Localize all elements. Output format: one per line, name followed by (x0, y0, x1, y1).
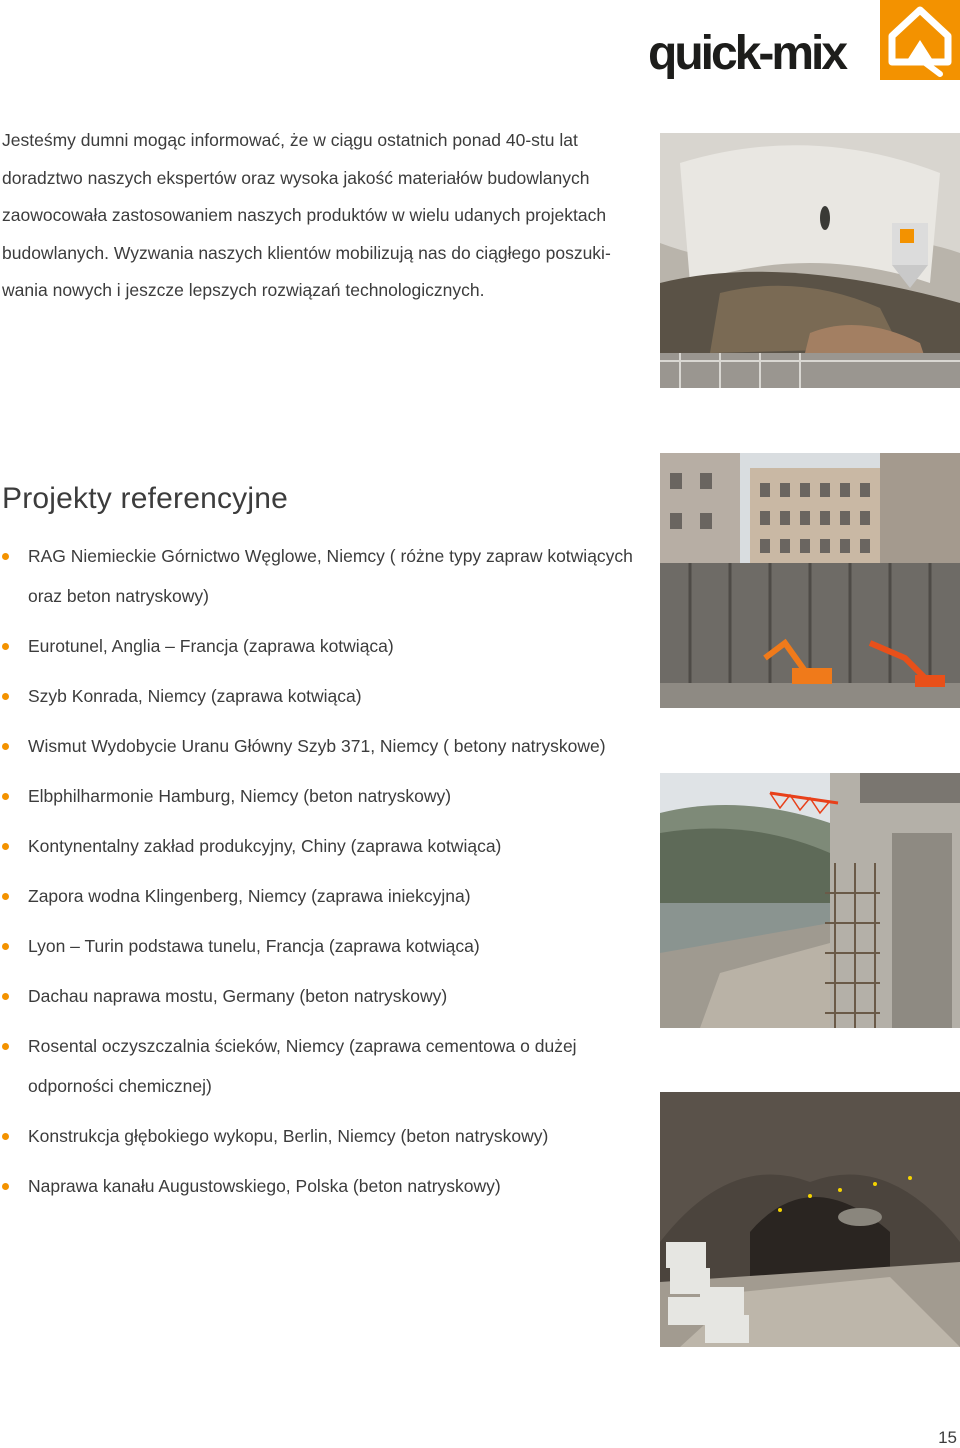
list-item: Eurotunel, Anglia – Francja (zaprawa kotwiąca) (0, 626, 650, 666)
brand-name: quick-mix (648, 27, 846, 80)
bullet-icon (2, 1183, 9, 1190)
list-item: Dachau naprawa mostu, Germany (beton natryskowy) (0, 976, 650, 1016)
list-item: Naprawa kanału Augustowskiego, Polska (beton natryskowy) (0, 1166, 650, 1206)
list-item: Zapora wodna Klingenberg, Niemcy (zaprawa iniekcyjna) (0, 876, 650, 916)
list-item: Wismut Wydobycie Uranu Główny Szyb 371, Niemcy ( betony natryskowe) (0, 726, 650, 766)
bullet-icon (2, 993, 9, 1000)
reference-list (0, 536, 650, 1216)
brand-wordmark (648, 27, 846, 80)
deep-excavation-photo (660, 453, 960, 708)
list-item: Szyb Konrada, Niemcy (zaprawa kotwiąca) (0, 676, 650, 716)
bullet-icon (2, 1043, 9, 1050)
list-item: Rosental oczyszczalnia ścieków, Niemcy (zaprawa cementowa o dużej odporności chemicznej) (0, 1026, 650, 1106)
bullet-icon (2, 793, 9, 800)
list-item: Lyon – Turin podstawa tunelu, Francja (zaprawa kotwiąca) (0, 926, 650, 966)
bullet-icon (2, 643, 9, 650)
tunnel-photo (660, 1092, 960, 1347)
list-item: Elbphilharmonie Hamburg, Niemcy (beton natryskowy) (0, 776, 650, 816)
bullet-icon (2, 1133, 9, 1140)
page-number: 15 (938, 1428, 957, 1447)
bullet-icon (2, 893, 9, 900)
bullet-icon (2, 843, 9, 850)
intro-paragraph: Jesteśmy dumni mogąc informować, że w ciągu ostatnich ponad 40-stu lat doradztwo naszych ekspertów oraz wysoka jakość materiałów budowlanych zaowocowała zastosowaniem naszych produktów w wielu udanych projektach budowlanych. Wyzwania naszych klientów mobilizują nas do ciągłego poszukiwania nowych i jeszcze lepszych rozwiązań technologicznych. (2, 130, 611, 300)
dam-construction-photo (660, 773, 960, 1028)
quick-mix-q-logo-icon (880, 0, 960, 80)
bullet-icon (2, 693, 9, 700)
bullet-icon (2, 553, 9, 560)
bullet-icon (2, 743, 9, 750)
list-item: Konstrukcja głębokiego wykopu, Berlin, Niemcy (beton natryskowy) (0, 1116, 650, 1156)
excavation-site-photo (660, 133, 960, 388)
list-item: RAG Niemieckie Górnictwo Węglowe, Niemcy ( różne typy zapraw kotwiących oraz beton natryskowy) (0, 536, 650, 616)
bullet-icon (2, 943, 9, 950)
list-item: Kontynentalny zakład produkcyjny, Chiny (zaprawa kotwiąca) (0, 826, 650, 866)
section-title: Projekty referencyjne (2, 482, 288, 515)
